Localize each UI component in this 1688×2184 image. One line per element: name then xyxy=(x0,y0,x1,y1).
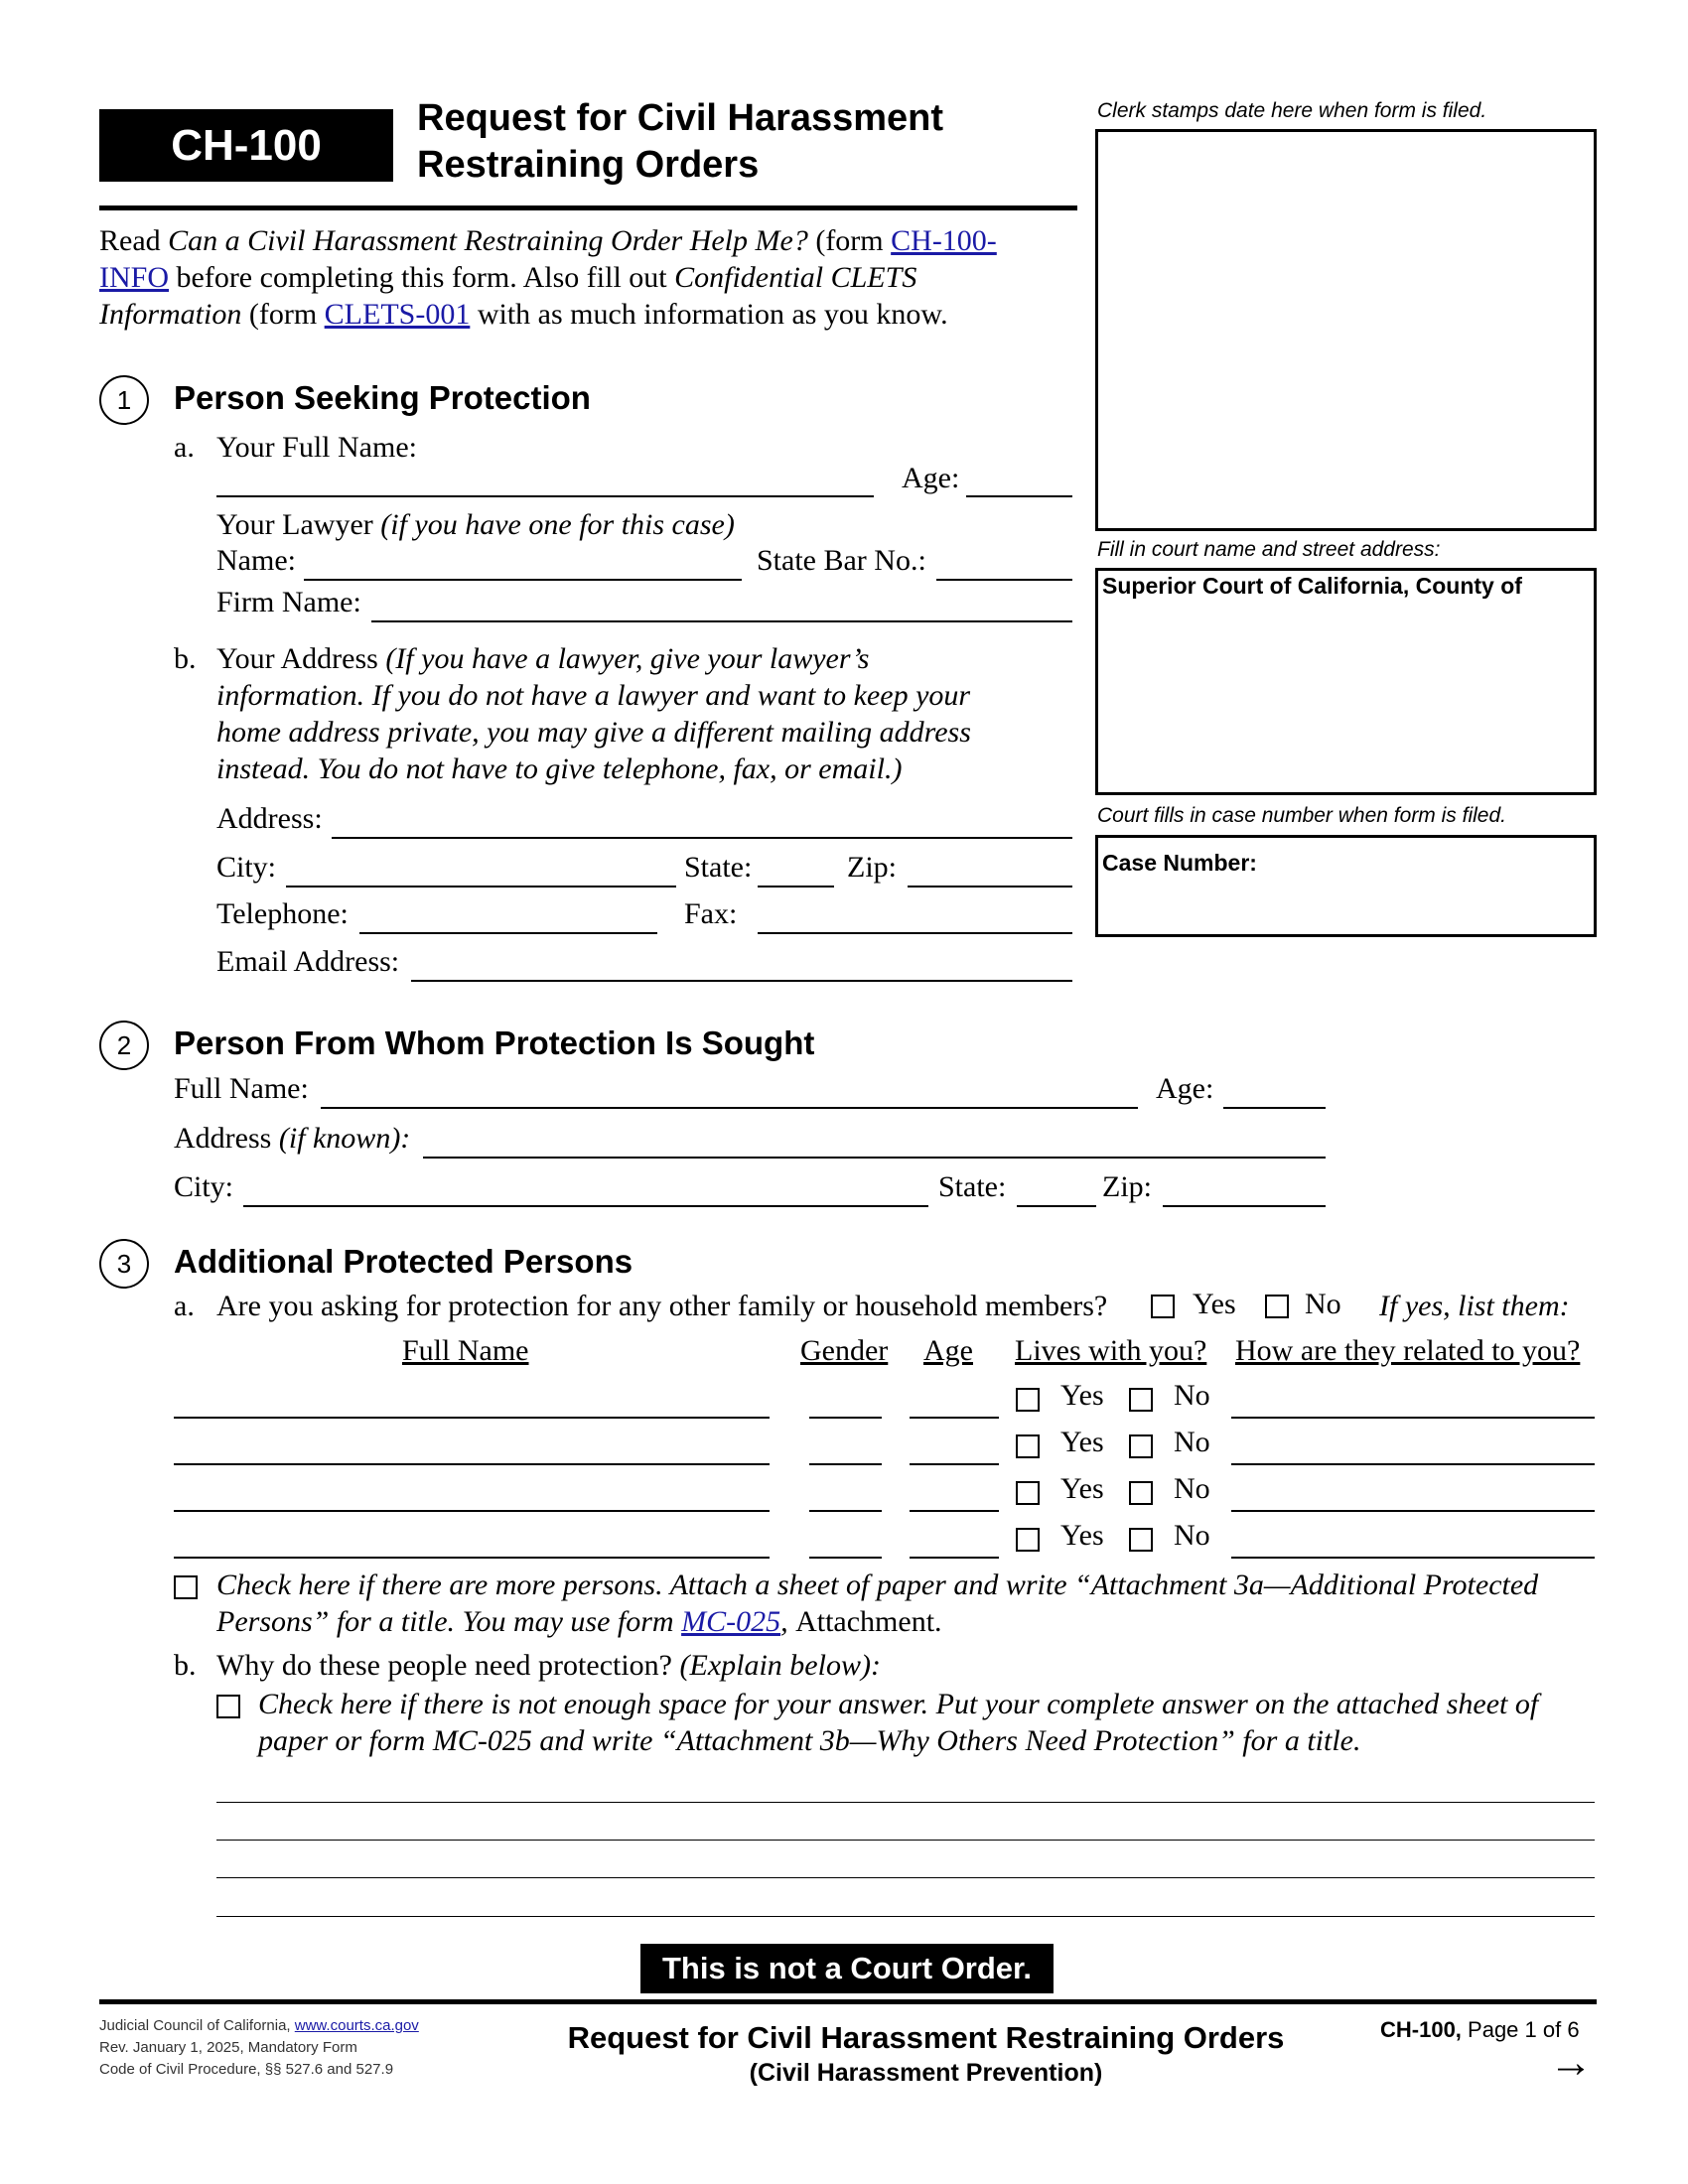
address-label: Address: xyxy=(216,802,323,835)
email-label: Email Address: xyxy=(216,945,400,978)
protect-others-no-label: No xyxy=(1305,1288,1341,1320)
intro-line2 xyxy=(99,260,916,296)
lawyer-label-note: (if you have one for this case) xyxy=(380,508,735,541)
address-intro-line2: information. If you do not have a lawyer and want to keep your xyxy=(216,679,971,712)
section-1b-letter: b. xyxy=(174,642,197,675)
zip-label: Zip: xyxy=(847,851,897,884)
respondent-address-text: Address xyxy=(174,1122,279,1155)
person-age-field[interactable] xyxy=(910,1417,999,1419)
footer-left xyxy=(99,2015,419,2081)
respondent-address-field[interactable] xyxy=(423,1157,1326,1159)
protect-others-yes-checkbox[interactable] xyxy=(1151,1295,1175,1318)
age-field[interactable] xyxy=(966,495,1072,497)
lives-with-no-checkbox[interactable] xyxy=(1129,1528,1153,1552)
explanation-line[interactable] xyxy=(216,1877,1595,1878)
respondent-zip-label: Zip: xyxy=(1102,1170,1152,1203)
respondent-name-field[interactable] xyxy=(321,1107,1138,1109)
address-intro-line1 xyxy=(216,641,869,677)
lawyer-label xyxy=(216,507,735,543)
clerk-stamp-box xyxy=(1095,129,1597,531)
col-full-name: Full Name xyxy=(402,1334,529,1367)
city-field[interactable] xyxy=(286,886,676,887)
intro-help-title: Can a Civil Harassment Restraining Order Help Me? xyxy=(168,224,808,257)
ch-100-info-link-cont[interactable]: INFO xyxy=(99,261,170,294)
email-field[interactable] xyxy=(411,980,1072,982)
full-name-field[interactable] xyxy=(216,495,874,497)
fax-field[interactable] xyxy=(758,932,1072,934)
lives-with-yes-label: Yes xyxy=(1060,1379,1104,1412)
address-intro-text: Your Address xyxy=(216,642,386,675)
footer-page-number: Page 1 of 6 xyxy=(1461,2017,1580,2042)
full-name-label: Your Full Name: xyxy=(216,431,417,464)
lives-with-yes-checkbox[interactable] xyxy=(1016,1528,1040,1552)
respondent-address-label xyxy=(174,1121,410,1157)
address-field[interactable] xyxy=(332,837,1072,839)
city-label: City: xyxy=(216,851,277,884)
intro-line3 xyxy=(99,297,948,333)
arrow-right-icon xyxy=(1549,2038,1593,2087)
not-enough-space-line2: paper or form MC-025 and write “Attachment 3b—Why Others Need Protection” for a title. xyxy=(258,1724,1361,1757)
not-enough-space-line1: Check here if there is not enough space for your answer. Put your complete answer on the attached sheet of xyxy=(258,1688,1539,1720)
intro-text: Read xyxy=(99,224,169,257)
footer-rule xyxy=(99,1999,1597,2004)
person-gender-field[interactable] xyxy=(809,1463,882,1465)
address-intro-line3: home address private, you may give a different mailing address xyxy=(216,716,971,749)
lawyer-label-text: Your Lawyer xyxy=(216,508,381,541)
explanation-line[interactable] xyxy=(216,1840,1595,1841)
footer-left-line2: Rev. January 1, 2025, Mandatory Form xyxy=(99,2039,357,2056)
col-lives-with-you: Lives with you? xyxy=(1015,1334,1207,1367)
court-name-box[interactable] xyxy=(1095,568,1597,795)
respondent-age-field[interactable] xyxy=(1223,1107,1326,1109)
case-number-box[interactable] xyxy=(1095,835,1597,937)
form-id: CH-100 xyxy=(171,121,322,170)
footer-title: Request for Civil Harassment Restraining Orders xyxy=(567,2020,1285,2055)
lives-with-yes-checkbox[interactable] xyxy=(1016,1388,1040,1412)
intro-text: with as much information as you know. xyxy=(470,298,948,331)
section-1-title: Person Seeking Protection xyxy=(174,379,591,416)
respondent-address-note: (if known): xyxy=(278,1122,411,1155)
intro-text: (form xyxy=(241,298,325,331)
protect-others-no-checkbox[interactable] xyxy=(1265,1295,1289,1318)
fax-label: Fax: xyxy=(684,897,738,930)
col-relationship: How are they related to you? xyxy=(1235,1334,1581,1367)
section-1-number: 1 xyxy=(99,375,149,425)
more-persons-attachment: Attachment. xyxy=(795,1605,942,1638)
respondent-age-label: Age: xyxy=(1156,1072,1214,1105)
person-name-field[interactable] xyxy=(174,1510,770,1512)
person-gender-field[interactable] xyxy=(809,1557,882,1559)
person-name-field[interactable] xyxy=(174,1463,770,1465)
more-persons-line2 xyxy=(216,1604,942,1640)
respondent-name-label: Full Name: xyxy=(174,1072,309,1105)
not-court-order-text: This is not a Court Order. xyxy=(661,1951,1033,1985)
respondent-state-label: State: xyxy=(938,1170,1007,1203)
footer-form-id: CH-100, xyxy=(1380,2017,1462,2042)
section-3a-letter: a. xyxy=(174,1290,195,1322)
telephone-field[interactable] xyxy=(359,932,657,934)
case-number-label: Court fills in case number when form is filed. xyxy=(1097,804,1506,827)
clets-001-link[interactable]: CLETS-001 xyxy=(324,298,471,331)
not-court-order-notice xyxy=(640,1944,1054,1993)
lives-with-no-label: No xyxy=(1174,1426,1210,1458)
footer-subtitle: (Civil Harassment Prevention) xyxy=(749,2059,1103,2087)
lives-with-yes-label: Yes xyxy=(1060,1426,1104,1458)
respondent-city-field[interactable] xyxy=(243,1205,928,1207)
lives-with-yes-label: Yes xyxy=(1060,1472,1104,1505)
footer-publisher: Judicial Council of California, xyxy=(99,2017,295,2034)
form-title-line1: Request for Civil Harassment xyxy=(417,97,944,139)
lives-with-no-checkbox[interactable] xyxy=(1129,1388,1153,1412)
state-label: State: xyxy=(684,851,753,884)
intro-clets-title: Information xyxy=(99,298,242,331)
person-gender-field[interactable] xyxy=(809,1417,882,1419)
state-field[interactable] xyxy=(758,886,834,887)
mc-025-link[interactable]: MC-025 xyxy=(681,1605,781,1638)
section-2-number: 2 xyxy=(99,1021,149,1070)
lives-with-no-label: No xyxy=(1174,1379,1210,1412)
ch-100-info-link[interactable]: CH-100- xyxy=(891,224,997,257)
lives-with-yes-checkbox[interactable] xyxy=(1016,1481,1040,1505)
form-title-line2: Restraining Orders xyxy=(417,144,760,186)
section-3b-letter: b. xyxy=(174,1649,197,1682)
case-number-value: Case Number: xyxy=(1102,850,1257,876)
more-persons-text: , xyxy=(780,1605,796,1638)
lives-with-no-label: No xyxy=(1174,1519,1210,1552)
col-age: Age xyxy=(923,1334,973,1367)
section-2-title: Person From Whom Protection Is Sought xyxy=(174,1024,815,1061)
section-1a-letter: a. xyxy=(174,431,195,464)
person-relation-field[interactable] xyxy=(1231,1417,1595,1419)
state-bar-field[interactable] xyxy=(936,579,1072,581)
protect-others-question: Are you asking for protection for any other family or household members? xyxy=(216,1290,1108,1322)
person-name-field[interactable] xyxy=(174,1417,770,1419)
court-name-label: Fill in court name and street address: xyxy=(1097,538,1441,561)
person-age-field[interactable] xyxy=(910,1557,999,1559)
person-relation-field[interactable] xyxy=(1231,1463,1595,1465)
col-gender: Gender xyxy=(800,1334,889,1367)
if-yes-label: If yes, list them: xyxy=(1379,1290,1570,1322)
respondent-city-label: City: xyxy=(174,1170,234,1203)
person-gender-field[interactable] xyxy=(809,1510,882,1512)
lives-with-no-checkbox[interactable] xyxy=(1129,1481,1153,1505)
section-3-number: 3 xyxy=(99,1239,149,1289)
address-intro-line4: instead. You do not have to give telephone, fax, or email.) xyxy=(216,752,903,785)
intro-text: (form xyxy=(807,224,892,257)
lives-with-no-checkbox[interactable] xyxy=(1129,1434,1153,1458)
why-protection-label xyxy=(216,1648,881,1684)
explanation-line[interactable] xyxy=(216,1802,1595,1803)
telephone-label: Telephone: xyxy=(216,897,349,930)
why-protection-note: (Explain below): xyxy=(679,1649,881,1682)
intro-clets-title: Confidential CLETS xyxy=(674,261,917,294)
lives-with-no-label: No xyxy=(1174,1472,1210,1505)
lives-with-yes-checkbox[interactable] xyxy=(1016,1434,1040,1458)
person-name-field[interactable] xyxy=(174,1557,770,1559)
lawyer-name-field[interactable] xyxy=(304,579,742,581)
intro-text: before completing this form. Also fill out xyxy=(169,261,675,294)
protect-others-yes-label: Yes xyxy=(1193,1288,1236,1320)
header-rule xyxy=(99,205,1077,210)
form-id-badge xyxy=(99,109,393,182)
form-title xyxy=(417,95,943,189)
courts-website-link[interactable]: www.courts.ca.gov xyxy=(294,2017,419,2034)
respondent-zip-field[interactable] xyxy=(1163,1205,1326,1207)
more-persons-checkbox[interactable] xyxy=(174,1575,198,1599)
person-age-field[interactable] xyxy=(910,1510,999,1512)
why-protection-text: Why do these people need protection? xyxy=(216,1649,680,1682)
footer-center xyxy=(516,2019,1336,2089)
address-intro-note: (If you have a lawyer, give your lawyer’s xyxy=(385,642,870,675)
age-label: Age: xyxy=(902,462,960,494)
state-bar-label: State Bar No.: xyxy=(757,544,926,577)
firm-name-label: Firm Name: xyxy=(216,586,361,618)
person-relation-field[interactable] xyxy=(1231,1557,1595,1559)
person-age-field[interactable] xyxy=(910,1463,999,1465)
footer-left-line3: Code of Civil Procedure, §§ 527.6 and 527.9 xyxy=(99,2061,394,2078)
clerk-stamp-label: Clerk stamps date here when form is filed. xyxy=(1097,99,1487,122)
respondent-state-field[interactable] xyxy=(1017,1205,1096,1207)
explanation-line[interactable] xyxy=(216,1916,1595,1917)
section-3-title: Additional Protected Persons xyxy=(174,1243,633,1280)
zip-field[interactable] xyxy=(908,886,1072,887)
more-persons-text: Persons” for a title. You may use form xyxy=(216,1605,682,1638)
not-enough-space-checkbox[interactable] xyxy=(216,1695,240,1718)
lives-with-yes-label: Yes xyxy=(1060,1519,1104,1552)
firm-name-field[interactable] xyxy=(371,620,1072,622)
arrow-right-glyph: → xyxy=(1549,2038,1593,2087)
person-relation-field[interactable] xyxy=(1231,1510,1595,1512)
intro-line1 xyxy=(99,223,997,259)
court-name-value: Superior Court of California, County of xyxy=(1102,573,1522,599)
lawyer-name-label: Name: xyxy=(216,544,296,577)
footer-left-line1 xyxy=(99,2015,419,2037)
more-persons-line1: Check here if there are more persons. Attach a sheet of paper and write “Attachment 3a—Additional Protected xyxy=(216,1569,1539,1601)
